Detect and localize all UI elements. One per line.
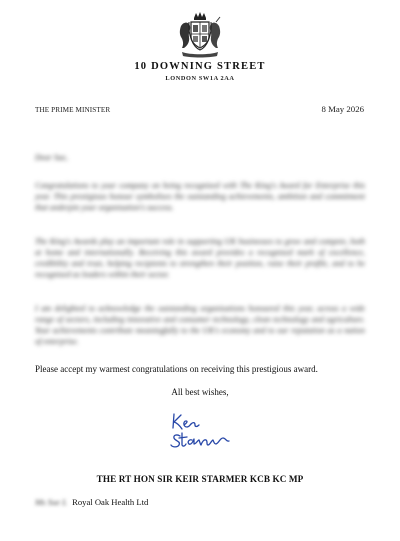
recipient-name: Ms Sue L <box>35 497 67 507</box>
signatory-name: THE RT HON SIR KEIR STARMER KCB KC MP <box>96 474 304 484</box>
royal-coat-of-arms-icon <box>175 10 225 58</box>
handwritten-signature-icon <box>168 410 232 452</box>
recipient-organisation: Royal Oak Health Ltd <box>72 497 149 507</box>
salutation: Dear Sue, <box>35 153 68 162</box>
body-paragraph-1: Congratulations to your company on being recognised with The King's Award for Enterprise this year. This prestigious honour symbolises the outstanding achievements, ambition and commitment that underpin your organisation's success. <box>35 181 365 212</box>
congratulations-line: Please accept my warmest congratulations on receiving this prestigious award. <box>35 364 318 374</box>
letterhead-address-postcode: LONDON SW1A 2AA <box>165 75 235 82</box>
body-paragraph-3: I am delighted to acknowledge the outstanding organisations honoured this year, across a wide range of sectors, including innovative and consumer technology, clean technology and agriculture. Your achievements contribute meaningfully to the UK's economy and to our reputation as a nation of enterprise. <box>35 304 365 346</box>
letter-date: 8 May 2026 <box>321 104 364 114</box>
recipient-line <box>35 497 148 507</box>
letterhead-address-street: 10 DOWNING STREET <box>134 61 266 72</box>
body-paragraph-2: The King's Awards play an important role in supporting UK businesses to grow and compete, both at home and internationally. Receiving this award provides a recognised mark of excellence, credibility and trust, helping recipients to strengthen their position, raise their profile, and to be recognised as leaders within their sector. <box>35 237 365 279</box>
closing-line: All best wishes, <box>171 387 229 397</box>
sender-office: THE PRIME MINISTER <box>35 106 111 114</box>
